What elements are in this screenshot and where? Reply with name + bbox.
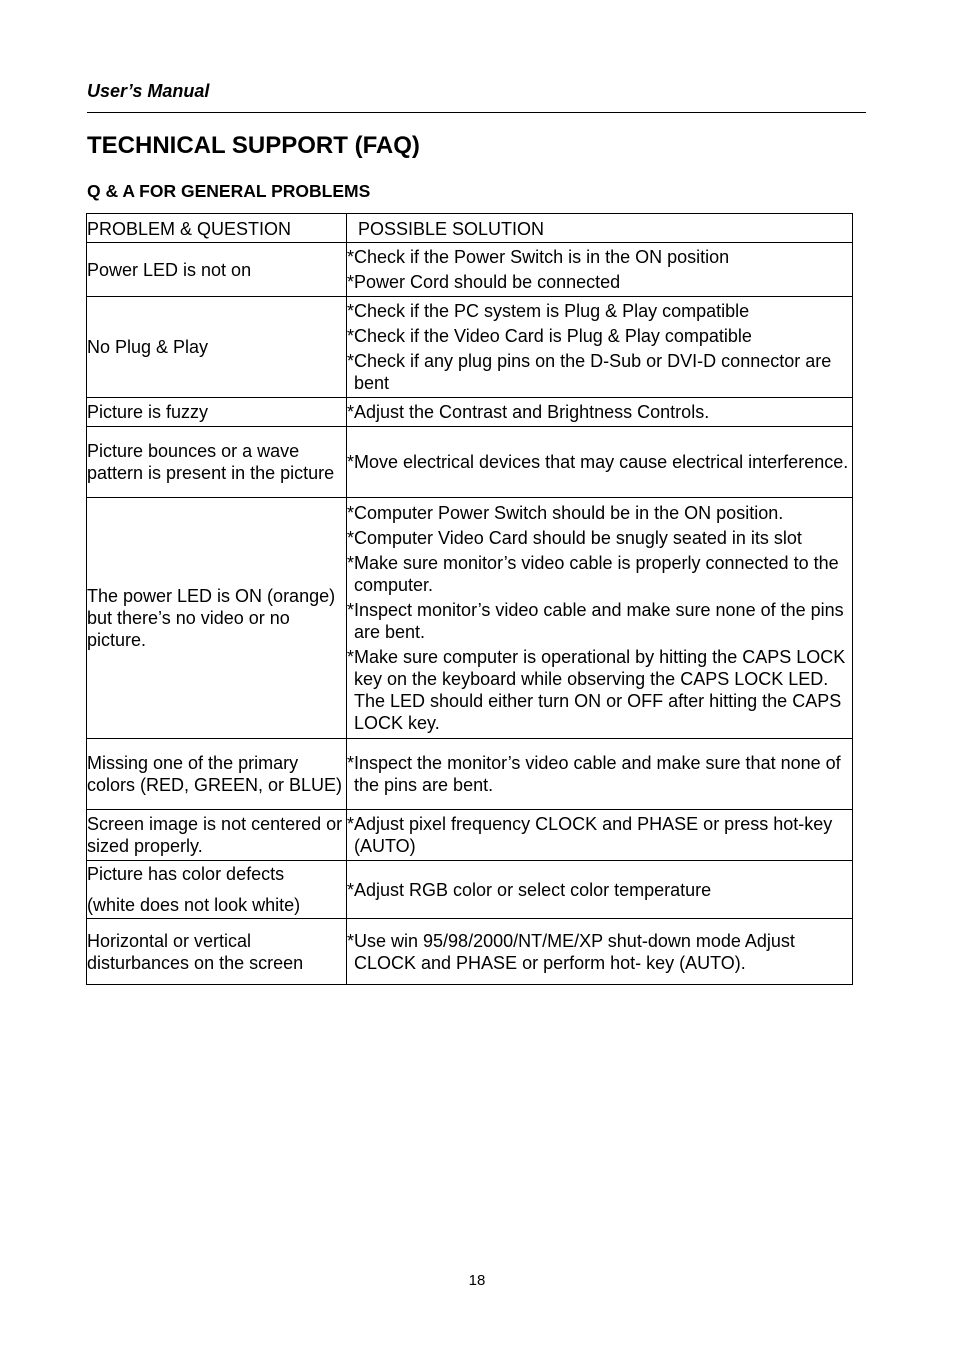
solution-item: *Power Cord should be connected [347, 272, 621, 292]
solution-cell [347, 243, 853, 297]
header-rule [87, 112, 866, 113]
problem-cell [87, 398, 347, 427]
solution-item: *Computer Power Switch should be in the ON position. [347, 503, 784, 523]
table-row [87, 919, 853, 985]
solution-item: *Computer Video Card should be snugly seated in its slot [347, 528, 802, 548]
problem-text: Horizontal or vertical disturbances on the screen [87, 930, 304, 973]
problem-text: No Plug & Play [87, 337, 209, 357]
solution-cell [347, 739, 853, 810]
table-header-row [87, 214, 853, 243]
solution-item: *Use win 95/98/2000/NT/ME/XP shut-down mode Adjust CLOCK and PHASE or perform hot- key (AUTO). [347, 930, 795, 973]
solution-item: *Check if the Video Card is Plug & Play compatible [347, 326, 752, 346]
problem-text: Picture is fuzzy [87, 402, 209, 422]
solution-item: *Check if the Power Switch is in the ON position [347, 247, 730, 267]
problem-text: The power LED is ON (orange) but there’s no video or no picture. [87, 586, 336, 650]
solution-item: *Move electrical devices that may cause electrical interference. [347, 452, 849, 472]
solution-cell [347, 810, 853, 861]
solution-item: *Adjust pixel frequency CLOCK and PHASE or press hot-key (AUTO) [347, 814, 833, 856]
problem-text: Picture bounces or a wave pattern is present in the picture [87, 441, 335, 483]
problem-cell [87, 243, 347, 297]
solution-item: *Inspect the monitor’s video cable and make sure that none of the pins are bent. [347, 753, 841, 795]
solution-item: *Make sure monitor’s video cable is properly connected to the computer. [347, 553, 839, 595]
problem-cell [87, 810, 347, 861]
table-row [87, 398, 853, 427]
page-number: 18 [468, 1272, 486, 1289]
page-title: TECHNICAL SUPPORT (FAQ) [87, 132, 420, 159]
column-header-solution: POSSIBLE SOLUTION [347, 214, 853, 243]
table-row [87, 498, 853, 739]
solution-item: *Check if any plug pins on the D-Sub or DVI-D connector are bent [347, 351, 832, 393]
solution-item: *Adjust RGB color or select color temperature [347, 879, 712, 900]
problem-cell [87, 427, 347, 498]
faq-table [86, 213, 853, 985]
solution-item: *Inspect monitor’s video cable and make sure none of the pins are bent. [347, 600, 844, 642]
solution-cell [347, 398, 853, 427]
problem-cell [87, 861, 347, 919]
solution-cell [347, 919, 853, 985]
problem-text: Picture has color defects [87, 864, 285, 884]
table-row [87, 243, 853, 297]
solution-item: *Check if the PC system is Plug & Play compatible [347, 301, 750, 321]
problem-text: Power LED is not on [87, 259, 252, 280]
solution-item: *Adjust the Contrast and Brightness Controls. [347, 402, 710, 422]
table-row [87, 739, 853, 810]
solution-cell [347, 498, 853, 739]
solution-item: *Make sure computer is operational by hitting the CAPS LOCK key on the keyboard while observing the CAPS LOCK LED. The LED should either turn ON or OFF after hitting the CAPS LOCK key. [347, 647, 846, 733]
solution-cell [347, 297, 853, 398]
section-title: Q & A FOR GENERAL PROBLEMS [87, 181, 371, 201]
problem-text: (white does not look white) [87, 895, 301, 915]
table-row [87, 810, 853, 861]
problem-cell [87, 498, 347, 739]
solution-cell [347, 861, 853, 919]
problem-cell [87, 739, 347, 810]
problem-text: Screen image is not centered or sized properly. [87, 814, 343, 856]
problem-text: Missing one of the primary colors (RED, GREEN, or BLUE) [87, 753, 343, 795]
table-row [87, 861, 853, 919]
table-row [87, 297, 853, 398]
running-header: User’s Manual [87, 81, 210, 101]
problem-cell [87, 297, 347, 398]
column-header-problem: PROBLEM & QUESTION [87, 214, 347, 243]
problem-cell [87, 919, 347, 985]
table-row [87, 427, 853, 498]
solution-cell [347, 427, 853, 498]
